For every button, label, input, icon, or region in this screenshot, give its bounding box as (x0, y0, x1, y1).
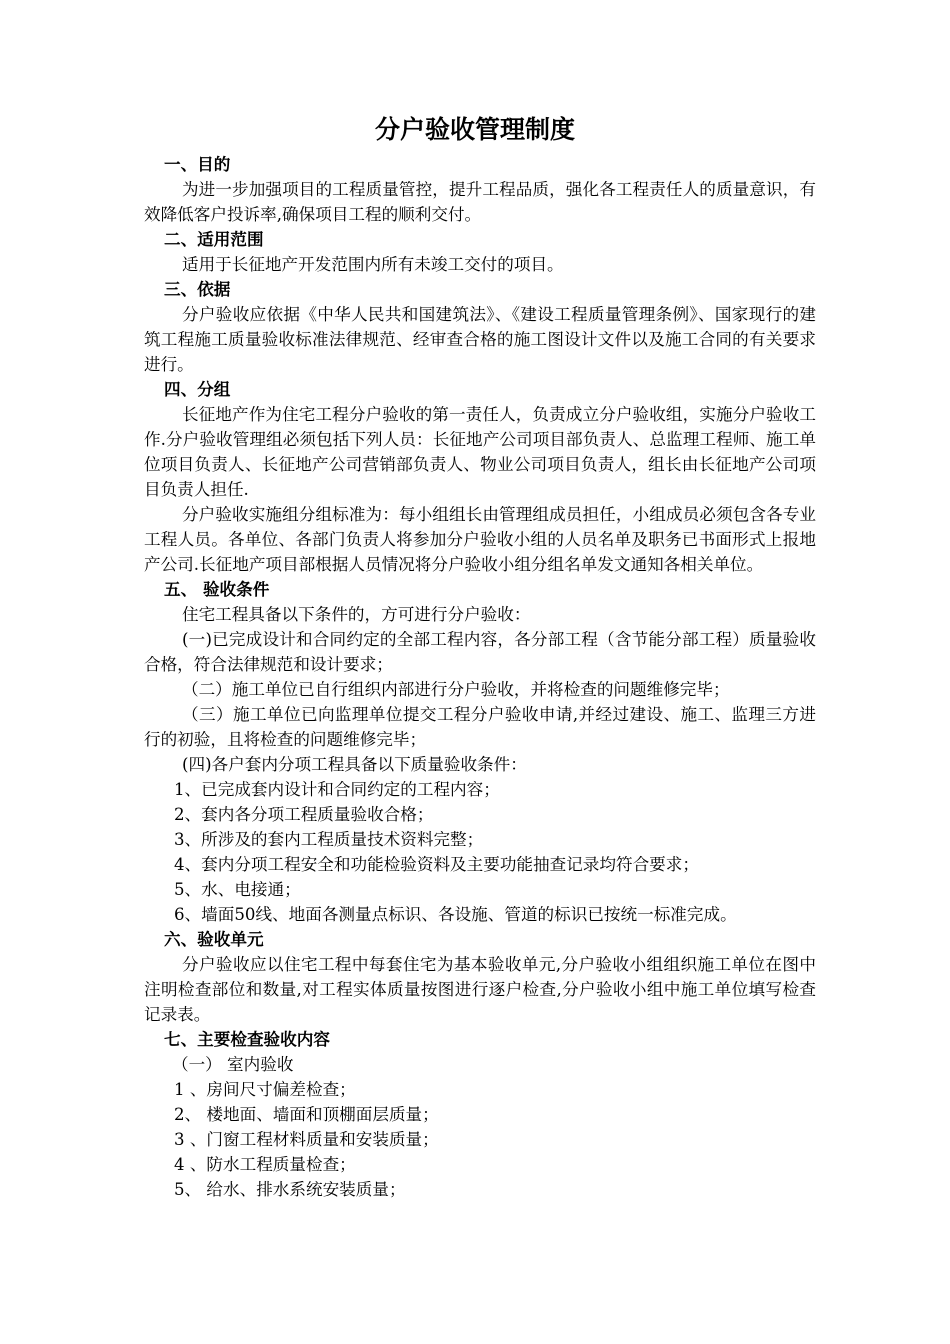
document-body (144, 152, 816, 1202)
list-item: 2、 楼地面、墙面和顶棚面层质量； (174, 1105, 439, 1124)
list-item: 2、套内各分项工程质量验收合格； (174, 805, 434, 824)
section-heading-grouping: 四、分组 (164, 380, 231, 399)
section-heading-units: 六、验收单元 (164, 930, 264, 949)
list-item: 5、水、电接通； (174, 880, 301, 899)
section-heading-scope: 二、适用范围 (164, 230, 264, 249)
list-item: 6、墙面50线、地面各测量点标识、各设施、管道的标识已按统一标准完成。 (174, 905, 737, 924)
list-item: 1、已完成套内设计和合同约定的工程内容； (174, 780, 500, 799)
subsection-heading: （一） 室内验收 (172, 1055, 294, 1074)
paragraph: 适用于长征地产开发范围内所有未竣工交付的项目。 (182, 255, 564, 274)
section-heading-purpose: 一、目的 (164, 155, 231, 174)
section-heading-inspection: 七、主要检查验收内容 (164, 1030, 330, 1049)
paragraph: (一)已完成设计和合同约定的全部工程内容，各分部工程（含节能分部工程）质量验收合格，符合法律规范和设计要求； (144, 630, 816, 674)
paragraph: 分户验收实施组分组标准为：每小组组长由管理组成员担任，小组成员必须包含各专业工程人员。各单位、各部门负责人将参加分户验收小组的人员名单及职务已书面形式上报地产公司.长征地产项目部根据人员情况将分户验收小组分组名单发文通知各相关单位。 (144, 505, 816, 574)
list-item: 4、套内分项工程安全和功能检验资料及主要功能抽查记录均符合要求； (174, 855, 699, 874)
paragraph: （二）施工单位已自行组织内部进行分户验收，并将检查的问题维修完毕； (182, 680, 730, 699)
section-heading-conditions: 五、 验收条件 (164, 580, 270, 599)
paragraph: 住宅工程具备以下条件的，方可进行分户验收： (182, 605, 531, 624)
list-item: 1 、房间尺寸偏差检查； (174, 1080, 356, 1099)
paragraph: （三）施工单位已向监理单位提交工程分户验收申请,并经过建设、施工、监理三方进行的初验，且将检查的问题维修完毕； (144, 705, 816, 749)
list-item: 3、所涉及的套内工程质量技术资料完整； (174, 830, 484, 849)
section-heading-basis: 三、依据 (164, 280, 231, 299)
paragraph: 分户验收应依据《中华人民共和国建筑法》、《建设工程质量管理条例》、国家现行的建筑工程施工质量验收标准法律规范、经审查合格的施工图设计文件以及施工合同的有关要求进行。 (144, 305, 816, 374)
document-title: 分户验收管理制度 (374, 115, 575, 144)
paragraph: 为进一步加强项目的工程质量管控，提升工程品质，强化各工程责任人的质量意识，有效降低客户投诉率,确保项目工程的顺利交付。 (144, 180, 816, 224)
paragraph: (四)各户套内分项工程具备以下质量验收条件： (182, 755, 527, 774)
list-item: 5、 给水、排水系统安装质量； (174, 1180, 406, 1199)
list-item: 4 、防水工程质量检查； (174, 1155, 356, 1174)
list-item: 3 、门窗工程材料质量和安装质量； (174, 1130, 439, 1149)
paragraph: 分户验收应以住宅工程中每套住宅为基本验收单元,分户验收小组组织施工单位在图中注明检查部位和数量,对工程实体质量按图进行逐户检查,分户验收小组中施工单位填写检查记录表。 (144, 955, 816, 1024)
paragraph: 长征地产作为住宅工程分户验收的第一责任人，负责成立分户验收组，实施分户验收工作.分户验收管理组必须包括下列人员：长征地产公司项目部负责人、总监理工程师、施工单位项目负责人、长征地产公司营销部负责人、物业公司项目负责人，组长由长征地产公司项目负责人担任. (144, 405, 816, 499)
